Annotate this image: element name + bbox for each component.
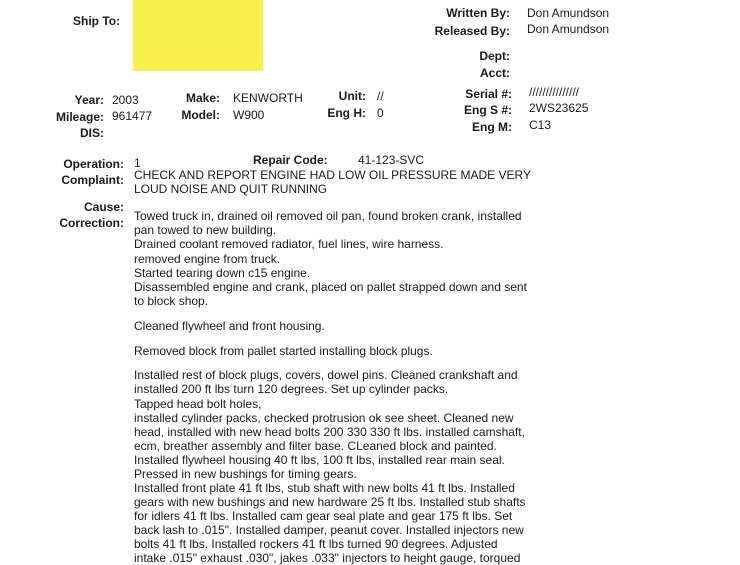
correction-line: Tapped head bolt holes, <box>134 397 262 411</box>
acct-label: Acct: <box>479 66 510 80</box>
correction-line: Removed block from pallet started installing block plugs. <box>134 344 433 358</box>
cause-label: Cause: <box>83 200 124 214</box>
eng-s-value: 2WS23625 <box>529 101 589 115</box>
year-label: Year: <box>74 93 104 107</box>
model-value: W900 <box>233 108 265 122</box>
complaint-label: Complaint: <box>61 173 124 187</box>
correction-line: pan towed to new building. <box>134 223 277 237</box>
dept-label: Dept: <box>479 49 510 63</box>
year-value: 2003 <box>112 93 139 107</box>
correction-line: back lash to .015". Installed damper, peanut cover. Installed injectors new <box>134 523 524 537</box>
correction-line: Pressed in new bushings for timing gears. <box>134 467 357 481</box>
model-label: Model: <box>181 108 220 122</box>
correction-line: head, installed with new head bolts 200 330 330 ft lbs. installed camshaft, <box>134 425 525 439</box>
released-by-label: Released By: <box>434 24 510 38</box>
eng-h-label: Eng H: <box>327 106 366 120</box>
correction-line: installed cylinder packs, checked protrusion ok see sheet. Cleaned new <box>134 411 514 425</box>
eng-s-label: Eng S #: <box>463 103 512 117</box>
unit-label: Unit: <box>338 89 366 103</box>
correction-line: to block shop. <box>134 294 209 308</box>
complaint-line: CHECK AND REPORT ENGINE HAD LOW OIL PRESSURE MADE VERY <box>134 168 531 182</box>
eng-h-value: 0 <box>377 106 384 120</box>
correction-line: for idlers 41 ft lbs. Installed cam gear seal plate and gear 175 ft lbs. Set <box>134 509 513 523</box>
complaint-line: LOUD NOISE AND QUIT RUNNING <box>134 182 328 196</box>
correction-line: installed 200 ft lbs turn 120 degrees. Set up cylinder packs. <box>134 382 449 396</box>
eng-m-label: Eng M: <box>472 120 512 134</box>
mileage-label: Mileage: <box>55 110 104 124</box>
eng-m-value: C13 <box>529 118 552 132</box>
make-label: Make: <box>185 91 220 105</box>
redaction-sticky-note <box>133 0 263 71</box>
serial-value: /////////////// <box>529 85 580 99</box>
correction-line: gears with new bushings and new hardware 25 ft lbs. Installed stub shafts <box>134 495 526 509</box>
operation-value: 1 <box>134 156 141 170</box>
written-by-value: Don Amundson <box>527 6 610 20</box>
correction-line: Cleaned flywheel and front housing. <box>134 319 325 333</box>
make-value: KENWORTH <box>233 91 303 105</box>
unit-value: // <box>377 89 384 103</box>
correction-line: removed engine from truck. <box>134 252 281 266</box>
correction-line: intake .015" exhaust .030", jakes .033" injectors to height gauge, torqued <box>134 551 521 565</box>
correction-line: bolts 41 ft lbs. Installed rockers 41 ft lbs turned 90 degrees. Adjusted <box>134 537 498 551</box>
mileage-value: 961477 <box>112 109 153 123</box>
operation-label: Operation: <box>63 157 124 171</box>
written-by-label: Written By: <box>446 6 510 20</box>
correction-line: Towed truck in, drained oil removed oil pan, found broken crank, installed <box>134 209 522 223</box>
serial-label: Serial #: <box>465 87 512 101</box>
repair-code-value: 41-123-SVC <box>358 153 425 167</box>
correction-line: Started tearing down c15 engine. <box>134 266 311 280</box>
ship-to-label: Ship To: <box>73 14 121 28</box>
released-by-value: Don Amundson <box>527 22 610 36</box>
correction-line: Installed rest of block plugs, covers, dowel pins. Cleaned crankshaft and <box>134 368 518 382</box>
correction-line: Disassembled engine and crank, placed on pallet strapped down and sent <box>134 280 527 294</box>
correction-line: Drained coolant removed radiator, fuel lines, wire harness. <box>134 237 444 251</box>
repair-code-label: Repair Code: <box>253 153 328 167</box>
correction-label: Correction: <box>59 216 124 230</box>
correction-line: ecm, breather assembly and filter base. CLeaned block and painted. <box>134 439 497 453</box>
correction-line: Installed front plate 41 ft lbs, stub shaft with new bolts 41 ft lbs. Installed <box>134 481 515 495</box>
correction-line: Installed flywheel housing 40 ft lbs, 100 ft lbs, installed rear main seal. <box>134 453 505 467</box>
dis-label: DIS: <box>80 126 104 140</box>
